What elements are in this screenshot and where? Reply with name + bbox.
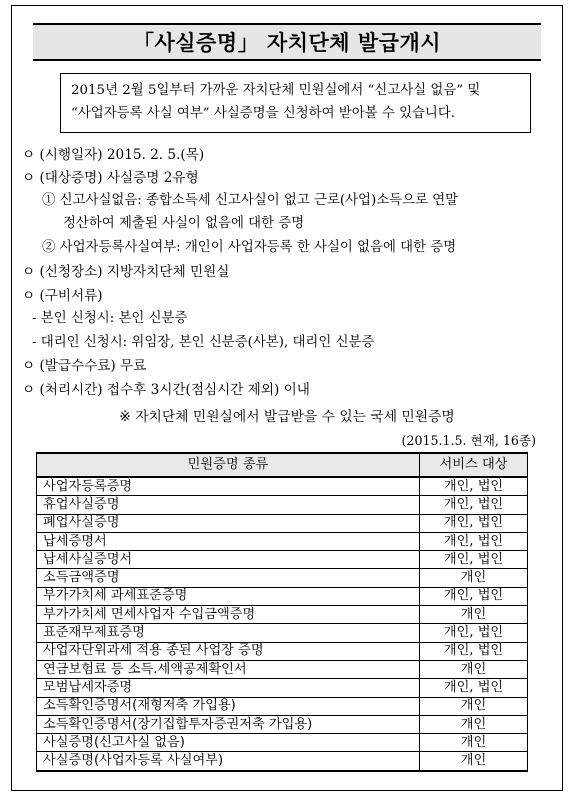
table-row <box>37 606 528 624</box>
service-target-cell: 개인 <box>420 697 528 715</box>
service-target-cell: 개인 <box>420 715 528 733</box>
header-certificate-type: 민원증명 종류 <box>37 453 420 477</box>
item-processing-time: ㅇ (처리시간) 접수후 3시간(점심시간 제외) 이내 <box>22 382 310 398</box>
certificate-name-cell: 표준재무제표증명 <box>37 624 420 642</box>
item-application-place: ㅇ (신청장소) 지방자치단체 민원실 <box>22 264 230 280</box>
item-effective-date: ㅇ (시행일자) 2015. 2. 5.(목) <box>22 147 205 163</box>
notice-line-2: “사업자등록 사실 여부” 사실증명을 신청하여 받아볼 수 있습니다. <box>71 106 456 121</box>
service-target-cell: 개인 <box>420 606 528 624</box>
service-target-cell: 개인, 법인 <box>420 679 528 697</box>
certificate-name-cell: 사업자단위과세 적용 종된 사업장 증명 <box>37 642 420 660</box>
notice-line-1: 2015년 2월 5일부터 가까운 자치단체 민원실에서 “신고사실 없음” 및 <box>71 83 481 98</box>
table-row <box>37 569 528 587</box>
service-target-cell: 개인 <box>420 569 528 587</box>
table-row <box>37 514 528 532</box>
service-target-cell: 개인 <box>420 734 528 752</box>
item-self-application: - 본인 신청시: 본인 신분증 <box>32 311 188 326</box>
table-row <box>37 477 528 496</box>
certificate-name-cell: 납세사실증명서 <box>37 551 420 569</box>
certificate-name-cell: 연금보험료 등 소득.세액공제확인서 <box>37 660 420 678</box>
certificate-name-cell: 모범납세자증명 <box>37 679 420 697</box>
service-target-cell: 개인, 법인 <box>420 624 528 642</box>
certificate-name-cell: 납세증명서 <box>37 532 420 550</box>
certificate-name-cell: 부가가치세 면세사업자 수입금액증명 <box>37 606 420 624</box>
service-target-cell: 개인, 법인 <box>420 496 528 514</box>
table-row <box>37 734 528 752</box>
certificate-name-cell: 휴업사실증명 <box>37 496 420 514</box>
table-row <box>37 624 528 642</box>
item-required-documents: ㅇ (구비서류) <box>22 288 103 304</box>
item-target-certificate: ㅇ (대상증명) 사실증명 2유형 <box>22 170 199 186</box>
certificate-name-cell: 소득확인증명서(재형저축 가입용) <box>37 697 420 715</box>
service-target-cell: 개인 <box>420 660 528 678</box>
notice-box <box>60 73 531 133</box>
table-row <box>37 496 528 514</box>
certificate-name-cell: 폐업사실증명 <box>37 514 420 532</box>
item-issuance-fee: ㅇ (발급수수료) 무료 <box>22 358 147 374</box>
table-row <box>37 551 528 569</box>
service-target-cell: 개인, 법인 <box>420 587 528 605</box>
table-row <box>37 532 528 550</box>
service-target-cell: 개인, 법인 <box>420 551 528 569</box>
certificate-name-cell: 사실증명(사업자등록 사실여부) <box>37 752 420 771</box>
table-row <box>37 587 528 605</box>
item-agent-application: - 대리인 신청시: 위임장, 본인 신분증(사본), 대리인 신분증 <box>32 335 375 350</box>
certificate-table-body <box>37 477 528 771</box>
table-row <box>37 642 528 660</box>
table-header-row <box>37 453 528 477</box>
header-service-target: 서비스 대상 <box>420 453 528 477</box>
service-target-cell: 개인 <box>420 752 528 771</box>
certificate-name-cell: 사업자등록증명 <box>37 477 420 496</box>
item-sub-no-report: ① 신고사실없음: 종합소득세 신고사실이 없고 근로(사업)소득으로 연말 <box>42 193 459 208</box>
certificate-name-cell: 소득확인증명서(장기집합투자증권저축 가입용) <box>37 715 420 733</box>
certificate-name-cell: 사실증명(신고사실 없음) <box>37 734 420 752</box>
table-row <box>37 679 528 697</box>
table-row <box>37 697 528 715</box>
table-row <box>37 660 528 678</box>
as-of-date-note: (2015.1.5. 현재, 16종) <box>401 433 536 448</box>
certificate-table <box>36 452 528 772</box>
certificate-name-cell: 소득금액증명 <box>37 569 420 587</box>
service-target-cell: 개인, 법인 <box>420 642 528 660</box>
certificate-list-heading: ※ 자치단체 민원실에서 발급받을 수 있는 국세 민원증명 <box>119 409 455 425</box>
item-sub-business-registration: ② 사업자등록사실여부: 개인이 사업자등록 한 사실이 없음에 대한 증명 <box>42 240 457 255</box>
table-row <box>37 715 528 733</box>
service-target-cell: 개인, 법인 <box>420 477 528 496</box>
service-target-cell: 개인, 법인 <box>420 532 528 550</box>
service-target-cell: 개인, 법인 <box>420 514 528 532</box>
table-row <box>37 752 528 771</box>
item-sub-no-report-cont: 정산하여 제출된 사실이 없음에 대한 증명 <box>63 216 305 231</box>
document-title: 「사실증명」 자치단체 발급개시 <box>33 23 541 61</box>
certificate-name-cell: 부가가치세 과세표준증명 <box>37 587 420 605</box>
